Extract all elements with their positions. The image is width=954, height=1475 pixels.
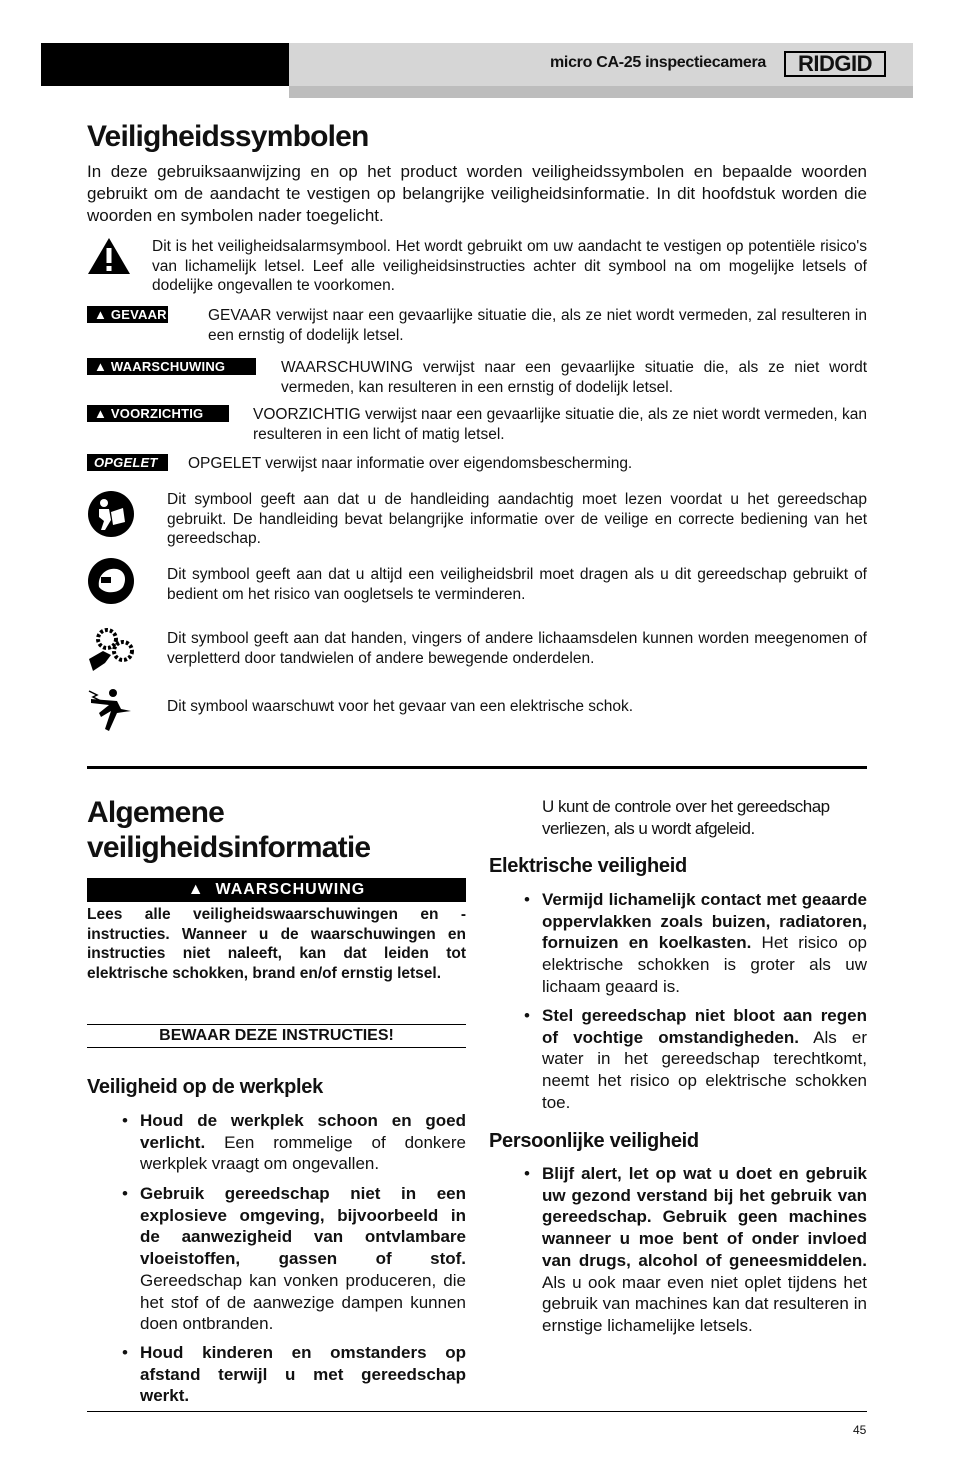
elektrisch-heading: Elektrische veiligheid bbox=[489, 855, 687, 877]
gears-symbol-text: Dit symbool geeft aan dat handen, vingers of andere lichaamsdelen kunnen worden meegenomen of verpletterd door tandwielen of andere bewegende onderdelen. bbox=[167, 630, 867, 667]
warning-text: Lees alle veiligheidswaarschuwingen en -instructies. Wanneer u de waarschuwingen en instructies niet naleeft, kan dat leiden tot elektrische schokken, brand en/of ernstig letsel. bbox=[87, 906, 466, 982]
voorzichtig-row bbox=[87, 405, 867, 445]
intro-paragraph: In deze gebruiksaanwijzing en op het product worden veiligheidssymbolen en bepaalde woorden gebruikt om de aandacht te vestigen op belangrijke veiligheidsinformatie. In dit hoofdstuk worden die woorden en symbolen nader toegelicht. bbox=[87, 162, 867, 225]
persoonlijk-item-1: • Blijf alert, let op wat u doet en gebruik uw gezond verstand bij het gebruik van gereedschap. Gebruik geen machines wanneer u moe bent of onder invloed van drugs, alcohol of geneesmiddelen. Als u ook maar even niet oplet tijdens het gebruik van machines kan dat resulteren in ernstige lichamelijke letsels. bbox=[524, 1164, 867, 1335]
bullet: • bbox=[122, 1343, 128, 1362]
manual-symbol-text: Dit symbool geeft aan dat u de handleiding aandachtig moet lezen voordat u het gereedschap gebruikt. De handleiding bevat belangrijke informatie over de veilige en correcte bediening van het gereedschap. bbox=[167, 491, 867, 547]
opgelet-badge: OPGELET bbox=[87, 454, 168, 471]
header-title: micro CA-25 inspectiecamera bbox=[550, 54, 767, 71]
header-underline bbox=[289, 86, 913, 98]
persoonlijk-heading: Persoonlijke veiligheid bbox=[489, 1130, 699, 1152]
gears-crush-hand-icon bbox=[87, 625, 137, 675]
opgelet-text: OPGELET verwijst naar informatie over eigendomsbescherming. bbox=[188, 455, 633, 472]
werkplek-item-1: • Houd de werkplek schoon en goed verlicht. Een rommelige of donkere werkplek vraagt om ongevallen. bbox=[122, 1111, 466, 1174]
gears-symbol-row bbox=[87, 629, 867, 679]
read-manual-icon bbox=[87, 490, 135, 538]
elektrisch-item-1: • Vermijd lichamelijk contact met geaarde oppervlakken zoals buizen, radiatoren, fornuizen en koelkasten. Het risico op elektrische schokken is groter als uw lichaam geaard is. bbox=[524, 890, 867, 996]
bullet: • bbox=[122, 1184, 128, 1203]
section-divider bbox=[87, 766, 867, 769]
alert-symbol-row bbox=[87, 237, 867, 297]
warning-triangle-icon: ▲ bbox=[94, 359, 108, 374]
goggles-symbol-row bbox=[87, 565, 867, 615]
werkplek-item-3: • Houd kinderen en omstanders op afstand terwijl u met gereedschap werkt. bbox=[122, 1343, 466, 1406]
section-title-general: Algemene veiligheidsinformatie bbox=[87, 796, 371, 864]
opgelet-row bbox=[87, 454, 867, 474]
werkplek-item-3-continued: U kunt de controle over het gereedschap verliezen, als u wordt afgeleid. bbox=[542, 797, 830, 838]
page-number: 45 bbox=[853, 1423, 867, 1437]
alert-symbol-text: Dit is het veiligheidsalarmsymbool. Het wordt gebruikt om uw aandacht te vestigen op potentiële risico's van lichamelijk letsel. Leef alle veiligheidsinstructies achter dit symbool na om mogelijke letsels of dodelijke ongevallen te voorkomen. bbox=[152, 238, 867, 294]
electric-shock-icon bbox=[87, 687, 137, 733]
warning-triangle-icon: ▲ bbox=[94, 406, 108, 421]
bullet: • bbox=[122, 1111, 128, 1130]
alert-triangle-icon bbox=[87, 237, 131, 275]
gevaar-text: GEVAAR verwijst naar een gevaarlijke situatie die, als ze niet wordt vermeden, zal resulteren in een ernstig of dodelijk letsel. bbox=[208, 307, 867, 344]
gevaar-row bbox=[87, 306, 867, 346]
shock-symbol-row bbox=[87, 697, 867, 737]
warning-triangle-icon: ▲ bbox=[187, 881, 205, 898]
waarschuwing-row bbox=[87, 358, 867, 398]
elektrisch-item-2: • Stel gereedschap niet bloot aan regen of vochtige omstandigheden. Als er water in het gereedschap terechtkomt, neemt het risico op elektrische schokken toe. bbox=[524, 1006, 867, 1112]
voorzichtig-text: VOORZICHTIG verwijst naar een gevaarlijke situatie die, als ze niet wordt vermeden, kan resulteren in een licht of matig letsel. bbox=[253, 406, 867, 443]
safety-goggles-icon bbox=[87, 557, 135, 605]
footer-rule bbox=[87, 1411, 867, 1412]
section-title-symbols: Veiligheidssymbolen bbox=[87, 120, 369, 153]
ridgid-logo: RIDGID bbox=[784, 51, 886, 77]
warning-triangle-icon: ▲ bbox=[94, 307, 108, 322]
bewaar-instructies: BEWAAR DEZE INSTRUCTIES! bbox=[87, 1024, 466, 1048]
goggles-symbol-text: Dit symbool geeft aan dat u altijd een veiligheidsbril moet dragen als u dit gereedschap gebruikt of bedient om het risico van oogletsels te verminderen. bbox=[167, 566, 867, 603]
manual-symbol-row bbox=[87, 490, 867, 550]
header-black-bar bbox=[41, 43, 289, 86]
voorzichtig-badge: ▲ VOORZICHTIG bbox=[87, 405, 229, 422]
waarschuwing-text: WAARSCHUWING verwijst naar een gevaarlijke situatie die, als ze niet wordt vermeden, kan resulteren in een ernstig of dodelijk letsel. bbox=[281, 359, 867, 396]
werkplek-heading: Veiligheid op de werkplek bbox=[87, 1076, 323, 1098]
waarschuwing-badge: ▲ WAARSCHUWING bbox=[87, 358, 256, 375]
bullet: • bbox=[524, 1164, 530, 1183]
bullet: • bbox=[524, 890, 530, 909]
werkplek-item-2: • Gebruik gereedschap niet in een explosieve omgeving, bijvoorbeeld in de aanwezigheid van ontvlambare vloeistoffen, gassen of stof. Gereedschap kan vonken produceren, die het stof of de aanwezige dampen kunnen doen ontbranden. bbox=[122, 1184, 466, 1334]
bullet: • bbox=[524, 1006, 530, 1025]
warning-bar: ▲ WAARSCHUWING bbox=[87, 878, 466, 902]
shock-symbol-text: Dit symbool waarschuwt voor het gevaar van een elektrische schok. bbox=[167, 698, 634, 715]
gevaar-badge: ▲ GEVAAR bbox=[87, 306, 168, 323]
